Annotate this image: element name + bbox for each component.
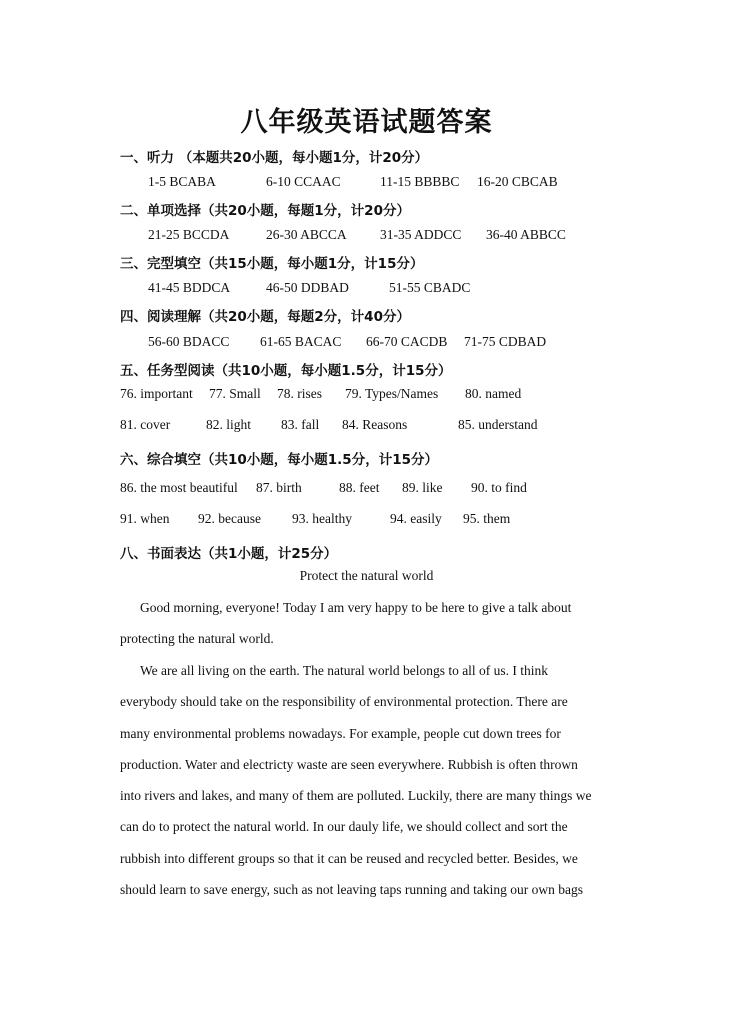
answer-cell: 77. Small: [209, 386, 261, 401]
section-heading-cloze: 三、完型填空（共15小题，每小题1分，计15分）: [120, 256, 424, 272]
answer-cell: 94. easily: [390, 511, 442, 526]
answer-cell: 11-15 BBBBC: [380, 174, 460, 189]
answer-cell: 84. Reasons: [342, 417, 408, 432]
essay-line: everybody should take on the responsibility of environmental protection. There are: [120, 694, 568, 710]
essay-line: can do to protect the natural world. In our dauly life, we should collect and sort the: [120, 819, 568, 835]
answer-cell: 81. cover: [120, 417, 171, 432]
answer-cell: 36-40 ABBCC: [486, 227, 566, 242]
answer-cell: 83. fall: [281, 417, 320, 432]
answer-cell: 31-35 ADDCC: [380, 227, 462, 242]
section-heading-listening: 一、听力 （本题共20小题，每小题1分，计20分）: [120, 150, 429, 166]
answer-cell: 76. important: [120, 386, 193, 401]
answer-cell: 93. healthy: [292, 511, 352, 526]
answer-cell: 79. Types/Names: [345, 386, 439, 401]
essay-line: should learn to save energy, such as not leaving taps running and taking our own bags: [120, 882, 584, 898]
answer-cell: 6-10 CCAAC: [266, 174, 341, 189]
answer-cell: 92. because: [198, 511, 261, 526]
section-heading-fill: 六、综合填空（共10小题，每小题1.5分，计15分）: [120, 452, 438, 468]
answer-cell: 89. like: [402, 480, 443, 495]
answer-cell: 95. them: [463, 511, 511, 526]
answer-cell: 85. understand: [458, 417, 538, 432]
answer-cell: 87. birth: [256, 480, 302, 495]
answer-cell: 66-70 CACDB: [366, 334, 448, 349]
answer-cell: 86. the most beautiful: [120, 480, 238, 495]
answer-cell: 88. feet: [339, 480, 380, 495]
answer-cell: 41-45 BDDCA: [148, 280, 231, 295]
essay-line: into rivers and lakes, and many of them are polluted. Luckily, there are many things we: [120, 788, 592, 804]
answer-cell: 1-5 BCABA: [148, 174, 216, 189]
answer-cell: 46-50 DDBAD: [266, 280, 349, 295]
essay-line: We are all living on the earth. The natural world belongs to all of us. I think: [140, 663, 549, 678]
essay-paragraph-1: [120, 592, 615, 655]
answer-cell: 21-25 BCCDA: [148, 227, 230, 242]
answer-cell: 56-60 BDACC: [148, 334, 230, 349]
answer-cell: 82. light: [206, 417, 252, 432]
answer-cell: 71-75 CDBAD: [464, 334, 547, 349]
section-heading-reading: 四、阅读理解（共20小题，每题2分，计40分）: [120, 309, 410, 325]
section-heading-task-reading: 五、任务型阅读（共10小题，每小题1.5分，计15分）: [120, 363, 452, 379]
answer-cell: 80. named: [465, 386, 522, 401]
essay-paragraph-2: [120, 655, 615, 905]
answer-cell: 61-65 BACAC: [260, 334, 342, 349]
essay-line: production. Water and electricty waste are seen everywhere. Rubbish is often thrown: [120, 756, 578, 772]
essay-line: protecting the natural world.: [120, 631, 274, 647]
answer-cell: 90. to find: [471, 480, 527, 495]
answer-cell: 26-30 ABCCA: [266, 227, 347, 242]
answer-cell: 78. rises: [277, 386, 322, 401]
answer-cell: 91. when: [120, 511, 170, 526]
page-title: 八年级英语试题答案: [240, 107, 493, 138]
section-heading-single-choice: 二、单项选择（共20小题，每题1分，计20分）: [120, 203, 410, 219]
answer-cell: 16-20 CBCAB: [477, 174, 558, 189]
essay-title: Protect the natural world: [299, 568, 434, 583]
section-heading-writing: 八、书面表达（共1小题，计25分）: [120, 546, 338, 562]
essay-line: many environmental problems nowadays. For example, people cut down trees for: [120, 725, 561, 741]
answer-cell: 51-55 CBADC: [389, 280, 471, 295]
essay-line: Good morning, everyone! Today I am very happy to be here to give a talk about: [140, 600, 572, 615]
essay-line: rubbish into different groups so that it can be reused and recycled better. Besides, we: [120, 850, 578, 866]
